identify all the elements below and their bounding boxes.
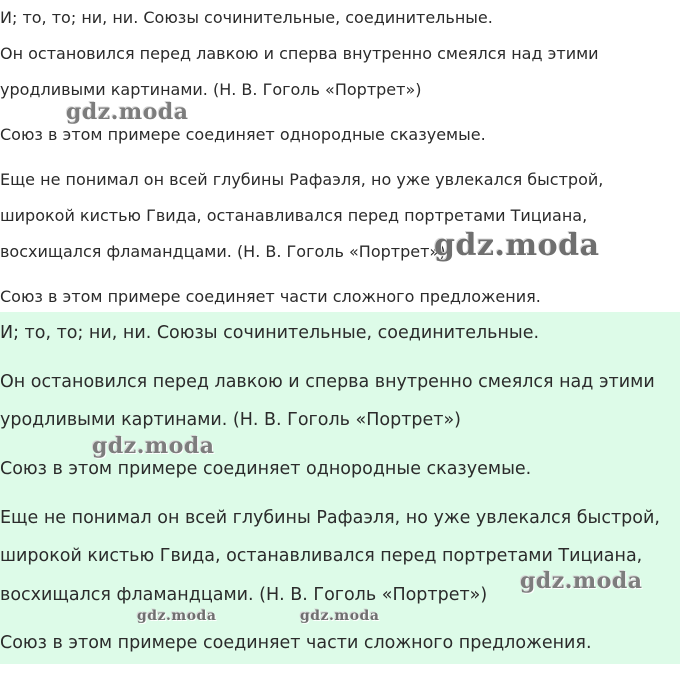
text-line: Союз в этом примере соединяет части сложного предложения. <box>0 287 541 306</box>
top-text-block <box>0 0 680 312</box>
text-line: И; то, то; ни, ни. Союзы сочинительные, соединительные. <box>0 323 540 343</box>
text-line: восхищался фламандцами. (Н. В. Гоголь «Портрет») <box>0 242 446 261</box>
text-line: Союз в этом примере соединяет части сложного предложения. <box>0 633 592 653</box>
text-line: восхищался фламандцами. (Н. В. Гоголь «Портрет») <box>0 585 488 605</box>
text-line: Еще не понимал он всей глубины Рафаэля, но уже увлекался быстрой, <box>0 508 660 528</box>
watermark: gdz.moda <box>434 228 600 263</box>
text-line: Он остановился перед лавкою и сперва внутренно смеялся над этими <box>0 372 655 392</box>
text-line: Еще не понимал он всей глубины Рафаэля, но уже увлекался быстрой, <box>0 170 604 189</box>
text-line: Он остановился перед лавкою и сперва внутренно смеялся над этими <box>0 44 599 63</box>
watermark: gdz.moda <box>66 99 189 125</box>
text-line: Союз в этом примере соединяет однородные сказуемые. <box>0 125 486 144</box>
text-line: широкой кистью Гвида, останавливался перед портретами Тициана, <box>0 546 643 566</box>
watermark: gdz.moda <box>520 568 643 594</box>
text-line: И; то, то; ни, ни. Союзы сочинительные, соединительные. <box>0 8 493 27</box>
text-line: уродливыми картинами. (Н. В. Гоголь «Портрет») <box>0 410 461 430</box>
text-line: уродливыми картинами. (Н. В. Гоголь «Портрет») <box>0 80 422 99</box>
watermark: gdz.moda <box>92 433 215 459</box>
text-line: Союз в этом примере соединяет однородные сказуемые. <box>0 459 532 479</box>
text-line: широкой кистью Гвида, останавливался перед портретами Тициана, <box>0 206 588 225</box>
watermark: gdz.moda <box>300 608 380 624</box>
watermark: gdz.moda <box>137 608 217 624</box>
